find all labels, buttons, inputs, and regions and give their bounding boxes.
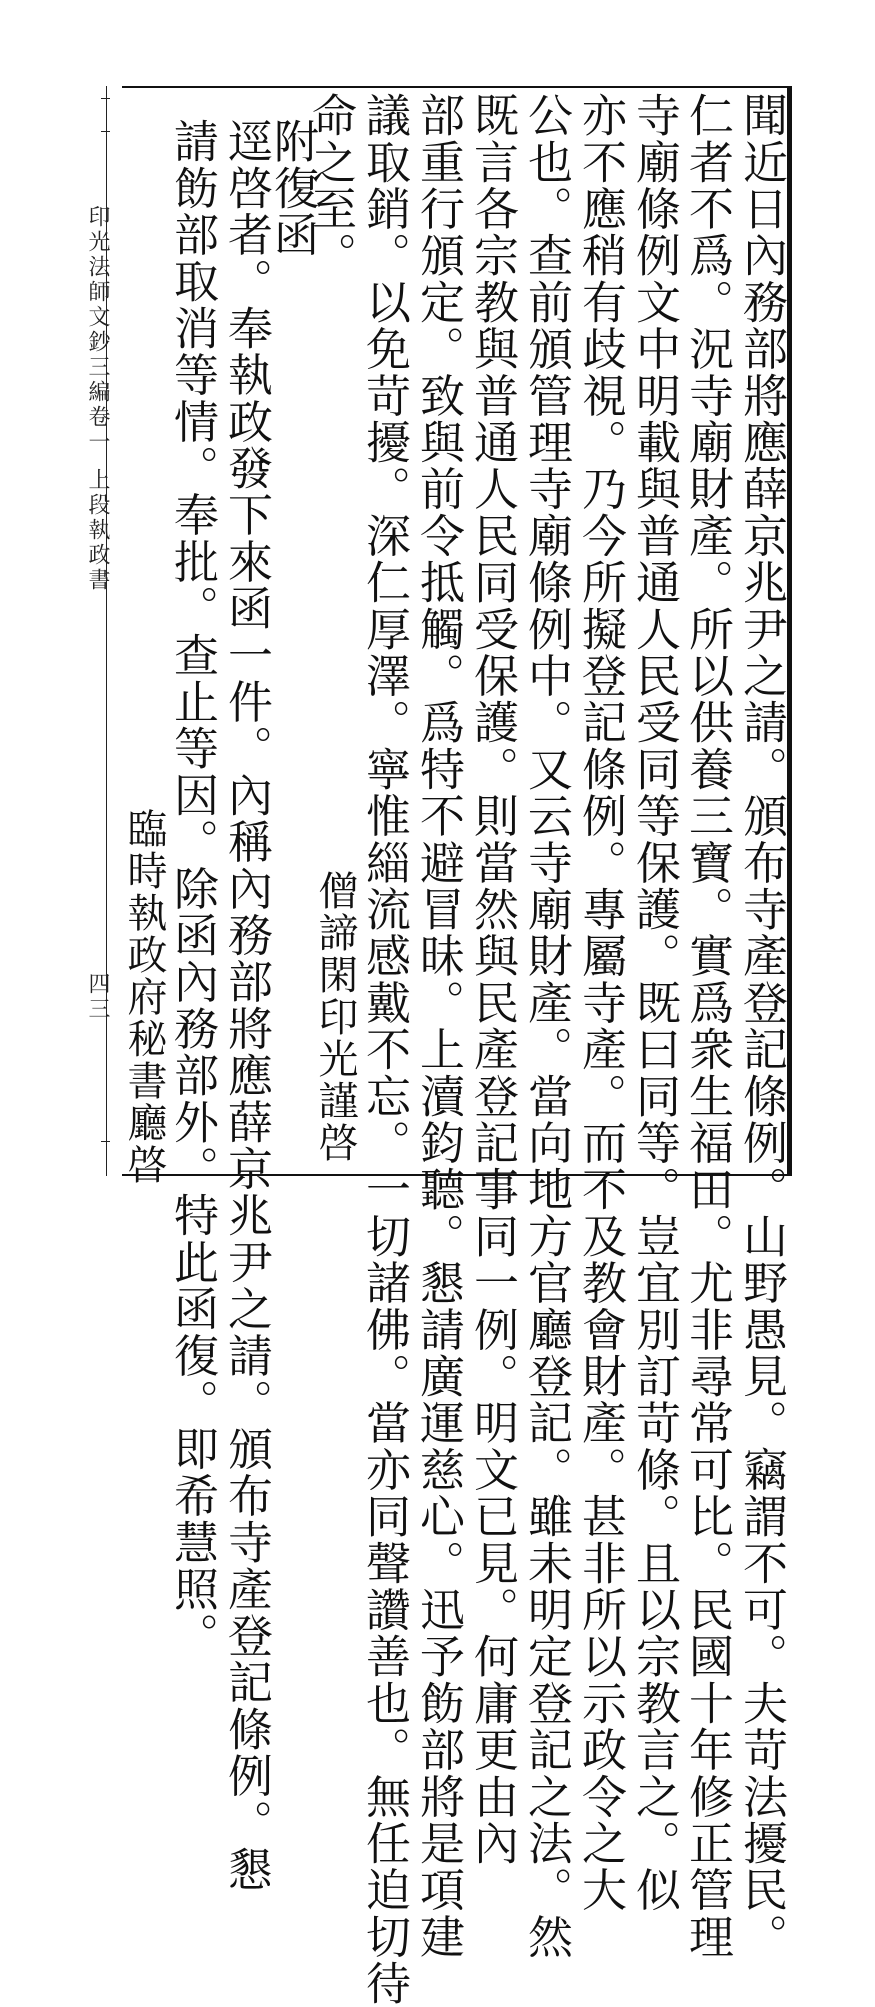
reply-signature: 臨時執政府秘書廳啓 [121,808,167,1186]
letter-line-9: 命之至。 [304,92,357,279]
reply-heading: 附復函 [266,118,319,259]
margin-section-title: 上段執政書 [85,468,110,593]
letter-line-3: 寺廟條例文中明載與普通人民受同等保護。既曰同等。豈宜別訂苛條。且以宗教言之。似 [628,92,681,1914]
reply-line-2: 請飭部取消等情。奉批。查止等因。除函內務部外。特此函復。即希慧照。 [166,118,219,1660]
letter-line-2: 仁者不爲。況寺廟財產。所以供養三寶。實爲衆生福田。尤非尋常可比。民國十年修正管理 [681,92,734,1960]
letter-line-8: 議取銷。以免苛擾。深仁厚澤。寧惟緇流感戴不忘。一切諸佛。當亦同聲讚善也。無任迫切待 [358,92,411,2007]
reply-line-1: 逕啓者。奉執政發下來函一件。內稱內務部將應薛京兆尹之請。頒布寺產登記條例。懇 [220,118,273,1893]
margin-book-title: 印光法師文鈔三編卷一 [85,205,110,455]
letter-line-7: 部重行頒定。致與前令抵觸。爲特不避冒昧。上瀆鈞聽。懇請廣運慈心。迅予飭部將是項建 [412,92,465,1960]
letter-signature: 僧諦閑印光謹啓 [312,870,358,1164]
margin-tick-bottom [101,1141,110,1142]
margin-page-number: 四三 [85,972,110,1022]
letter-line-1: 聞近日內務部將應薛京兆尹之請。頒布寺產登記條例。山野愚見。竊謂不可。夫苛法擾民。 [735,92,788,1960]
letter-line-6: 既言各宗教與普通人民同受保護。則當然與民產登記事同一例。明文已見。何庸更由內 [466,92,519,1867]
margin-tick-upper [101,131,110,132]
letter-line-4: 亦不應稍有歧視。乃今所擬登記條例。專屬寺產。而不及教會財產。甚非所以示政令之大 [574,92,627,1914]
letter-line-5: 公也。查前頒管理寺廟條例中。又云寺廟財產。當向地方官廳登記。雖未明定登記之法。然 [520,92,573,1960]
margin-tick-top [101,98,110,99]
